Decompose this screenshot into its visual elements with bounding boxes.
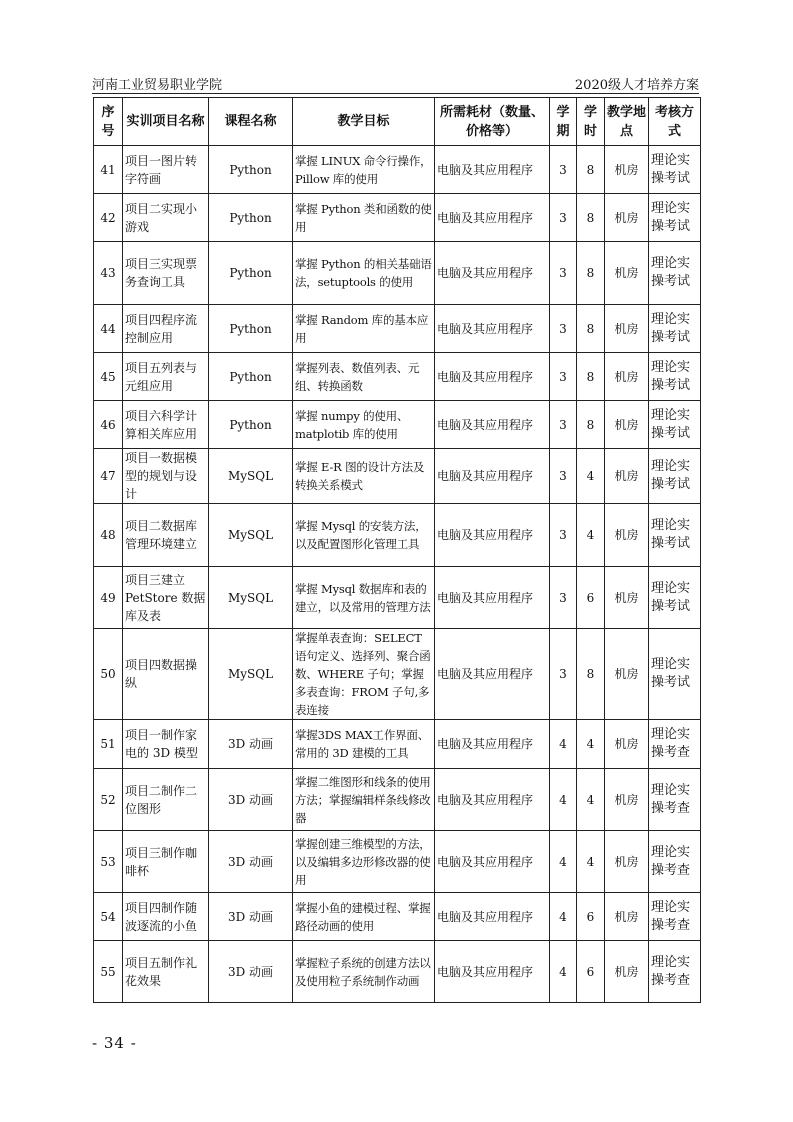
cell-project: 项目一制作家电的 3D 模型: [123, 720, 209, 769]
cell-place: 机房: [605, 504, 649, 567]
cell-term: 3: [550, 504, 577, 567]
cell-project: 项目六科学计算相关库应用: [123, 401, 209, 449]
cell-objective: 掌握 Random 库的基本应用: [293, 305, 435, 353]
cell-term: 4: [550, 769, 577, 831]
cell-term: 3: [550, 305, 577, 353]
table-row: [94, 941, 701, 1003]
cell-exam: 理论实操考查: [649, 769, 701, 831]
cell-place: 机房: [605, 629, 649, 720]
cell-term: 3: [550, 146, 577, 194]
cell-hours: 4: [577, 504, 605, 567]
cell-materials: 电脑及其应用程序: [435, 629, 550, 720]
cell-term: 4: [550, 941, 577, 1003]
cell-no: 43: [94, 242, 123, 305]
cell-objective: 掌握 numpy 的使用、matplotib 库的使用: [293, 401, 435, 449]
table-row: [94, 504, 701, 567]
cell-no: 53: [94, 831, 123, 893]
cell-exam: 理论实操考试: [649, 449, 701, 504]
cell-objective: 掌握 LINUX 命令行操作，Pillow 库的使用: [293, 146, 435, 194]
col-header-project: 实训项目名称: [123, 98, 209, 146]
cell-objective: 掌握二维图形和线条的使用方法；掌握编辑样条线修改器: [293, 769, 435, 831]
cell-term: 3: [550, 353, 577, 401]
cell-exam: 理论实操考试: [649, 567, 701, 629]
cell-hours: 8: [577, 242, 605, 305]
cell-objective: 掌握 Python 类和函数的使用: [293, 194, 435, 242]
cell-materials: 电脑及其应用程序: [435, 567, 550, 629]
cell-exam: 理论实操考查: [649, 893, 701, 941]
cell-place: 机房: [605, 194, 649, 242]
cell-exam: 理论实操考试: [649, 242, 701, 305]
table-header-row: [94, 98, 701, 146]
table-row: [94, 769, 701, 831]
cell-hours: 8: [577, 305, 605, 353]
cell-project: 项目四制作随波逐流的小鱼: [123, 893, 209, 941]
cell-materials: 电脑及其应用程序: [435, 893, 550, 941]
cell-place: 机房: [605, 305, 649, 353]
cell-exam: 理论实操考试: [649, 146, 701, 194]
cell-hours: 4: [577, 769, 605, 831]
cell-course: Python: [209, 401, 293, 449]
cell-term: 3: [550, 194, 577, 242]
cell-materials: 电脑及其应用程序: [435, 941, 550, 1003]
cell-place: 机房: [605, 146, 649, 194]
cell-place: 机房: [605, 769, 649, 831]
col-header-materials: 所需耗材（数量、价格等）: [435, 98, 550, 146]
cell-place: 机房: [605, 401, 649, 449]
cell-project: 项目五制作礼花效果: [123, 941, 209, 1003]
cell-course: Python: [209, 242, 293, 305]
cell-course: Python: [209, 353, 293, 401]
cell-hours: 6: [577, 941, 605, 1003]
cell-no: 55: [94, 941, 123, 1003]
cell-place: 机房: [605, 567, 649, 629]
cell-materials: 电脑及其应用程序: [435, 242, 550, 305]
cell-place: 机房: [605, 353, 649, 401]
col-header-course: 课程名称: [209, 98, 293, 146]
cell-course: MySQL: [209, 504, 293, 567]
cell-place: 机房: [605, 242, 649, 305]
cell-place: 机房: [605, 893, 649, 941]
cell-no: 50: [94, 629, 123, 720]
cell-materials: 电脑及其应用程序: [435, 194, 550, 242]
table-row: [94, 449, 701, 504]
cell-materials: 电脑及其应用程序: [435, 504, 550, 567]
cell-objective: 掌握创建三维模型的方法，以及编辑多边形修改器的使用: [293, 831, 435, 893]
cell-course: 3D 动画: [209, 769, 293, 831]
table-row: [94, 720, 701, 769]
cell-course: MySQL: [209, 449, 293, 504]
col-header-objective: 教学目标: [293, 98, 435, 146]
cell-course: Python: [209, 146, 293, 194]
cell-no: 47: [94, 449, 123, 504]
cell-materials: 电脑及其应用程序: [435, 831, 550, 893]
header-divider: [92, 93, 699, 94]
cell-hours: 8: [577, 146, 605, 194]
table-row: [94, 194, 701, 242]
cell-hours: 4: [577, 449, 605, 504]
col-header-place: 教学地点: [605, 98, 649, 146]
document-title: 2020级人才培养方案: [574, 78, 699, 93]
cell-hours: 6: [577, 567, 605, 629]
cell-course: MySQL: [209, 629, 293, 720]
cell-hours: 8: [577, 401, 605, 449]
cell-no: 51: [94, 720, 123, 769]
cell-exam: 理论实操考试: [649, 401, 701, 449]
cell-objective: 掌握小鱼的建模过程、掌握路径动画的使用: [293, 893, 435, 941]
cell-objective: 掌握 Mysql 的安装方法，以及配置图形化管理工具: [293, 504, 435, 567]
cell-term: 4: [550, 893, 577, 941]
cell-project: 项目五列表与元组应用: [123, 353, 209, 401]
cell-no: 41: [94, 146, 123, 194]
training-projects-table: [93, 97, 701, 1003]
cell-term: 3: [550, 629, 577, 720]
cell-exam: 理论实操考查: [649, 720, 701, 769]
cell-project: 项目四程序流控制应用: [123, 305, 209, 353]
cell-no: 42: [94, 194, 123, 242]
cell-term: 3: [550, 401, 577, 449]
cell-materials: 电脑及其应用程序: [435, 146, 550, 194]
cell-hours: 6: [577, 893, 605, 941]
cell-exam: 理论实操考试: [649, 504, 701, 567]
cell-project: 项目四数据操纵: [123, 629, 209, 720]
cell-term: 3: [550, 567, 577, 629]
cell-exam: 理论实操考试: [649, 629, 701, 720]
cell-term: 4: [550, 831, 577, 893]
cell-no: 44: [94, 305, 123, 353]
table-row: [94, 567, 701, 629]
cell-hours: 8: [577, 353, 605, 401]
cell-exam: 理论实操考试: [649, 194, 701, 242]
cell-no: 46: [94, 401, 123, 449]
page-number: - 34 -: [92, 1034, 137, 1052]
cell-objective: 掌握3DS MAX工作界面、常用的 3D 建模的工具: [293, 720, 435, 769]
cell-project: 项目二数据库管理环境建立: [123, 504, 209, 567]
cell-materials: 电脑及其应用程序: [435, 720, 550, 769]
cell-hours: 4: [577, 831, 605, 893]
institution-name: 河南工业贸易职业学院: [92, 78, 223, 93]
table-row: [94, 305, 701, 353]
cell-objective: 掌握单表查询：SELECT 语句定义、选择列、聚合函数、WHERE 子句；掌握多表查询：FROM 子句,多表连接: [293, 629, 435, 720]
table-row: [94, 629, 701, 720]
col-header-exam: 考核方式: [649, 98, 701, 146]
table-row: [94, 401, 701, 449]
cell-materials: 电脑及其应用程序: [435, 353, 550, 401]
cell-course: 3D 动画: [209, 941, 293, 1003]
cell-course: MySQL: [209, 567, 293, 629]
cell-materials: 电脑及其应用程序: [435, 401, 550, 449]
cell-project: 项目二实现小游戏: [123, 194, 209, 242]
cell-project: 项目一数据模型的规划与设计: [123, 449, 209, 504]
cell-project: 项目三制作咖啡杯: [123, 831, 209, 893]
cell-hours: 8: [577, 629, 605, 720]
cell-course: Python: [209, 194, 293, 242]
cell-course: 3D 动画: [209, 720, 293, 769]
cell-materials: 电脑及其应用程序: [435, 769, 550, 831]
cell-term: 3: [550, 242, 577, 305]
cell-course: Python: [209, 305, 293, 353]
cell-project: 项目二制作二位图形: [123, 769, 209, 831]
col-header-term: 学期: [550, 98, 577, 146]
cell-place: 机房: [605, 449, 649, 504]
table-row: [94, 831, 701, 893]
cell-course: 3D 动画: [209, 893, 293, 941]
cell-hours: 4: [577, 720, 605, 769]
cell-no: 48: [94, 504, 123, 567]
table-row: [94, 146, 701, 194]
cell-objective: 掌握 E-R 图的设计方法及转换关系模式: [293, 449, 435, 504]
cell-project: 项目一图片转字符画: [123, 146, 209, 194]
cell-objective: 掌握 Mysql 数据库和表的建立，以及常用的管理方法: [293, 567, 435, 629]
cell-place: 机房: [605, 941, 649, 1003]
cell-exam: 理论实操考查: [649, 941, 701, 1003]
cell-exam: 理论实操考查: [649, 831, 701, 893]
cell-project: 项目三实现票务查询工具: [123, 242, 209, 305]
cell-materials: 电脑及其应用程序: [435, 305, 550, 353]
cell-objective: 掌握粒子系统的创建方法以及使用粒子系统制作动画: [293, 941, 435, 1003]
cell-no: 52: [94, 769, 123, 831]
col-header-no: 序号: [94, 98, 123, 146]
cell-objective: 掌握列表、数值列表、元组、转换函数: [293, 353, 435, 401]
col-header-hours: 学时: [577, 98, 605, 146]
cell-project: 项目三建立PetStore 数据库及表: [123, 567, 209, 629]
table-row: [94, 893, 701, 941]
cell-exam: 理论实操考试: [649, 353, 701, 401]
cell-hours: 8: [577, 194, 605, 242]
cell-place: 机房: [605, 831, 649, 893]
cell-place: 机房: [605, 720, 649, 769]
cell-no: 45: [94, 353, 123, 401]
cell-term: 3: [550, 449, 577, 504]
table-row: [94, 353, 701, 401]
cell-no: 54: [94, 893, 123, 941]
cell-term: 4: [550, 720, 577, 769]
cell-course: 3D 动画: [209, 831, 293, 893]
cell-exam: 理论实操考试: [649, 305, 701, 353]
table-row: [94, 242, 701, 305]
cell-no: 49: [94, 567, 123, 629]
cell-materials: 电脑及其应用程序: [435, 449, 550, 504]
cell-objective: 掌握 Python 的相关基础语法，setuptools 的使用: [293, 242, 435, 305]
